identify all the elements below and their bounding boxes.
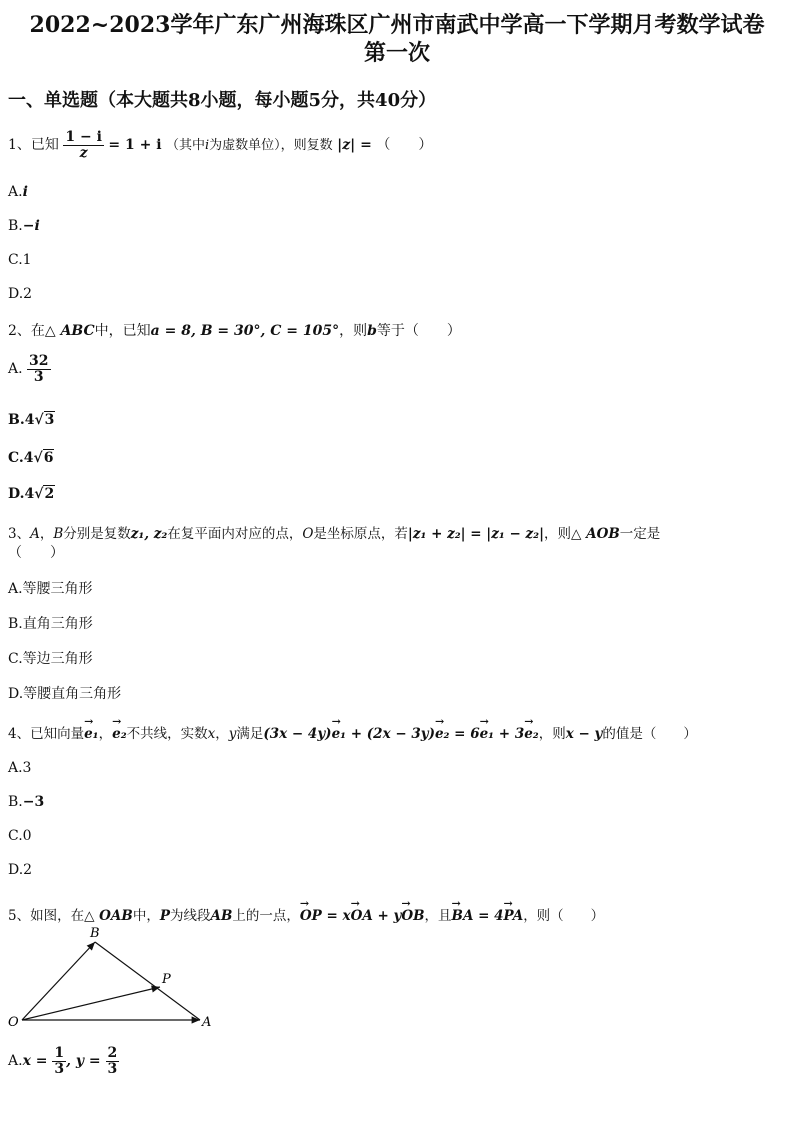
q4-eq-r1: = 6: [449, 726, 480, 742]
q3-option-c: C.等边三角形: [8, 651, 93, 667]
q3-z12: z₁, z₂: [130, 526, 168, 542]
q4-eq-e2b: → e₂: [524, 726, 539, 742]
q3-option-b: B.直角三角形: [8, 616, 93, 632]
q3-comma: ，: [39, 526, 54, 542]
q1-option-b-value: −i: [22, 218, 40, 234]
section-header: 一、单选题（本大题共8小题，每小题5分，共40分）: [8, 90, 437, 111]
q5-eq2: = 4: [473, 908, 504, 924]
q1-option-a-value: i: [22, 184, 28, 200]
q3-option-d: D.等腰直角三角形: [8, 686, 122, 702]
q4-option-a: A.3: [8, 760, 32, 776]
q3-c: 在复平面内对应的点，: [167, 526, 303, 542]
q2-prefix: 2、在: [8, 323, 45, 339]
q4-d: 满足: [236, 726, 264, 742]
q5-plus: + y: [372, 908, 402, 924]
q5-triangle-figure: [0, 920, 230, 1040]
vector-ob: [22, 942, 95, 1020]
question-3: [8, 522, 660, 542]
q4-option-d: D.2: [8, 862, 33, 878]
q2-tail2: 等于（ ）: [376, 323, 461, 339]
q2-option-c: C.4√6: [8, 450, 54, 466]
label-o: O: [8, 1015, 19, 1030]
q4-option-c: C.0: [8, 828, 32, 844]
q1-option-b-label: B.: [8, 218, 23, 234]
q1-prefix: 1、已知: [8, 137, 59, 154]
q2-option-a-den: 3: [33, 368, 44, 385]
q3-B: B: [53, 526, 64, 542]
q5-P: P: [159, 908, 170, 924]
q5-option-a: [8, 1046, 119, 1076]
q4-option-b-value: −3: [22, 794, 45, 810]
q1-frac-num: 1 − i: [65, 129, 102, 145]
q4-f: 的值是（ ）: [602, 726, 697, 742]
q5-a: 5、如图，在: [8, 908, 85, 924]
q5-option-a-ynum: 2: [107, 1045, 118, 1061]
title-line-2: 第一次: [363, 40, 430, 66]
q2-option-a-label: A.: [8, 361, 23, 378]
q5-BA: → BA: [452, 908, 474, 924]
q5-option-a-xfrac: [52, 1046, 66, 1076]
q2-tail: ，则: [339, 323, 368, 339]
q1-fraction: [63, 130, 104, 160]
q4-e2: → e₂: [112, 726, 127, 742]
q4-eq-r2: + 3: [494, 726, 525, 742]
q5-e: ，且: [424, 908, 452, 924]
q5-b: 中，: [132, 908, 160, 924]
question-2: [8, 320, 461, 340]
q5-AB: AB: [210, 908, 233, 924]
q2-option-b-radicand: 3: [44, 412, 55, 428]
q5-option-a-yden: 3: [107, 1060, 118, 1077]
q1-note-a: （其中: [165, 138, 205, 154]
q2-option-a-num: 32: [29, 353, 49, 369]
q4-option-b: [8, 794, 44, 810]
q1-equation: = 1 + i: [108, 137, 162, 154]
q5-c: 为线段: [169, 908, 211, 924]
q2-option-c-radicand: 6: [43, 450, 54, 466]
q2-mid: 中，已知: [94, 323, 151, 339]
q5-option-a-x: x =: [22, 1053, 53, 1070]
q1-note-b: 为虚数单位），则复数: [209, 138, 333, 154]
q4-a: 4、已知向量: [8, 726, 85, 742]
q3-e: ，则: [544, 526, 572, 542]
q2-condition: a = 8, B = 30°, C = 105°: [150, 323, 340, 339]
q4-y: y: [228, 726, 237, 742]
q5-d: 上的一点，: [232, 908, 300, 924]
q3-O: O: [302, 526, 314, 542]
label-p: P: [162, 972, 171, 987]
q5-PA: → PA: [504, 908, 524, 924]
q4-eq-e1b: → e₁: [480, 726, 495, 742]
q4-eq-e2: → e₂: [435, 726, 450, 742]
q1-abs-z: |z| =: [337, 137, 372, 154]
q3-a: 3、: [8, 526, 31, 542]
q4-xy: x − y: [565, 726, 603, 742]
q1-blank: （ ）: [376, 137, 433, 154]
q5-option-a-xnum: 1: [54, 1045, 65, 1061]
q2-option-d-label: D.4: [8, 486, 35, 502]
q1-option-d: D.2: [8, 286, 33, 302]
segment-ab: [95, 942, 200, 1020]
label-a: A: [202, 1015, 212, 1030]
q5-option-a-xden: 3: [54, 1060, 65, 1077]
q4-b: 不共线，实数: [126, 726, 208, 742]
q1-option-a-label: A.: [8, 184, 23, 200]
label-b: B: [90, 926, 100, 941]
q1-note-i: i: [205, 138, 210, 154]
q5-f: ，则（ ）: [523, 908, 605, 924]
q2-option-a: [8, 354, 51, 384]
q3-option-a: A.等腰三角形: [8, 581, 93, 597]
q3-b: 分别是复数: [63, 526, 131, 542]
q4-x: x: [207, 726, 216, 742]
q2-option-a-fraction: [27, 354, 50, 384]
q4-e: ，则: [538, 726, 566, 742]
q4-option-b-label: B.: [8, 794, 23, 810]
q5-OB: → OB: [401, 908, 424, 924]
q2-option-b-label: B.4: [8, 412, 35, 428]
q2-option-b: B.4√3: [8, 412, 55, 428]
q5-OP: → OP: [300, 908, 322, 924]
q2-b: b: [367, 323, 377, 339]
q3-condition: |z₁ + z₂| = |z₁ − z₂|: [407, 526, 545, 542]
question-1: [8, 130, 432, 160]
q4-eq-e1: → e₁: [332, 726, 347, 742]
q2-triangle: △ ABC: [44, 323, 95, 339]
q3-f: 一定是: [619, 526, 661, 542]
q1-frac-den: z: [79, 144, 88, 161]
q3-blank: （ ）: [8, 545, 64, 561]
q2-option-d-radicand: 2: [44, 486, 55, 502]
q4-eq-l2: + (2x − 3y): [346, 726, 435, 742]
q5-triangle: △ OAB: [84, 908, 133, 924]
q2-option-c-label: C.4: [8, 450, 34, 466]
q3-triangle: △ AOB: [571, 526, 620, 542]
q5-option-a-y: , y =: [66, 1053, 106, 1070]
title-line-1: 2022~2023学年广东广州海珠区广州市南武中学高一下学期月考数学试卷: [29, 12, 765, 38]
q4-sep: ，: [98, 726, 113, 742]
q5-option-a-yfrac: [106, 1046, 120, 1076]
q3-A: A: [30, 526, 40, 542]
q4-e1: → e₁: [84, 726, 99, 742]
q1-option-a: [8, 184, 28, 200]
vector-op: [22, 987, 160, 1020]
q5-eq: = x: [321, 908, 351, 924]
q2-option-d: D.4√2: [8, 486, 55, 502]
q5-OA: → OA: [351, 908, 373, 924]
q3-d: 是坐标原点，若: [313, 526, 408, 542]
q1-option-c: C.1: [8, 252, 32, 268]
question-4: [8, 722, 697, 742]
q5-option-a-label: A.: [8, 1053, 23, 1070]
q4-c: ，: [215, 726, 229, 742]
q1-option-b: [8, 218, 40, 234]
q4-eq-l1: (3x − 4y): [263, 726, 332, 742]
